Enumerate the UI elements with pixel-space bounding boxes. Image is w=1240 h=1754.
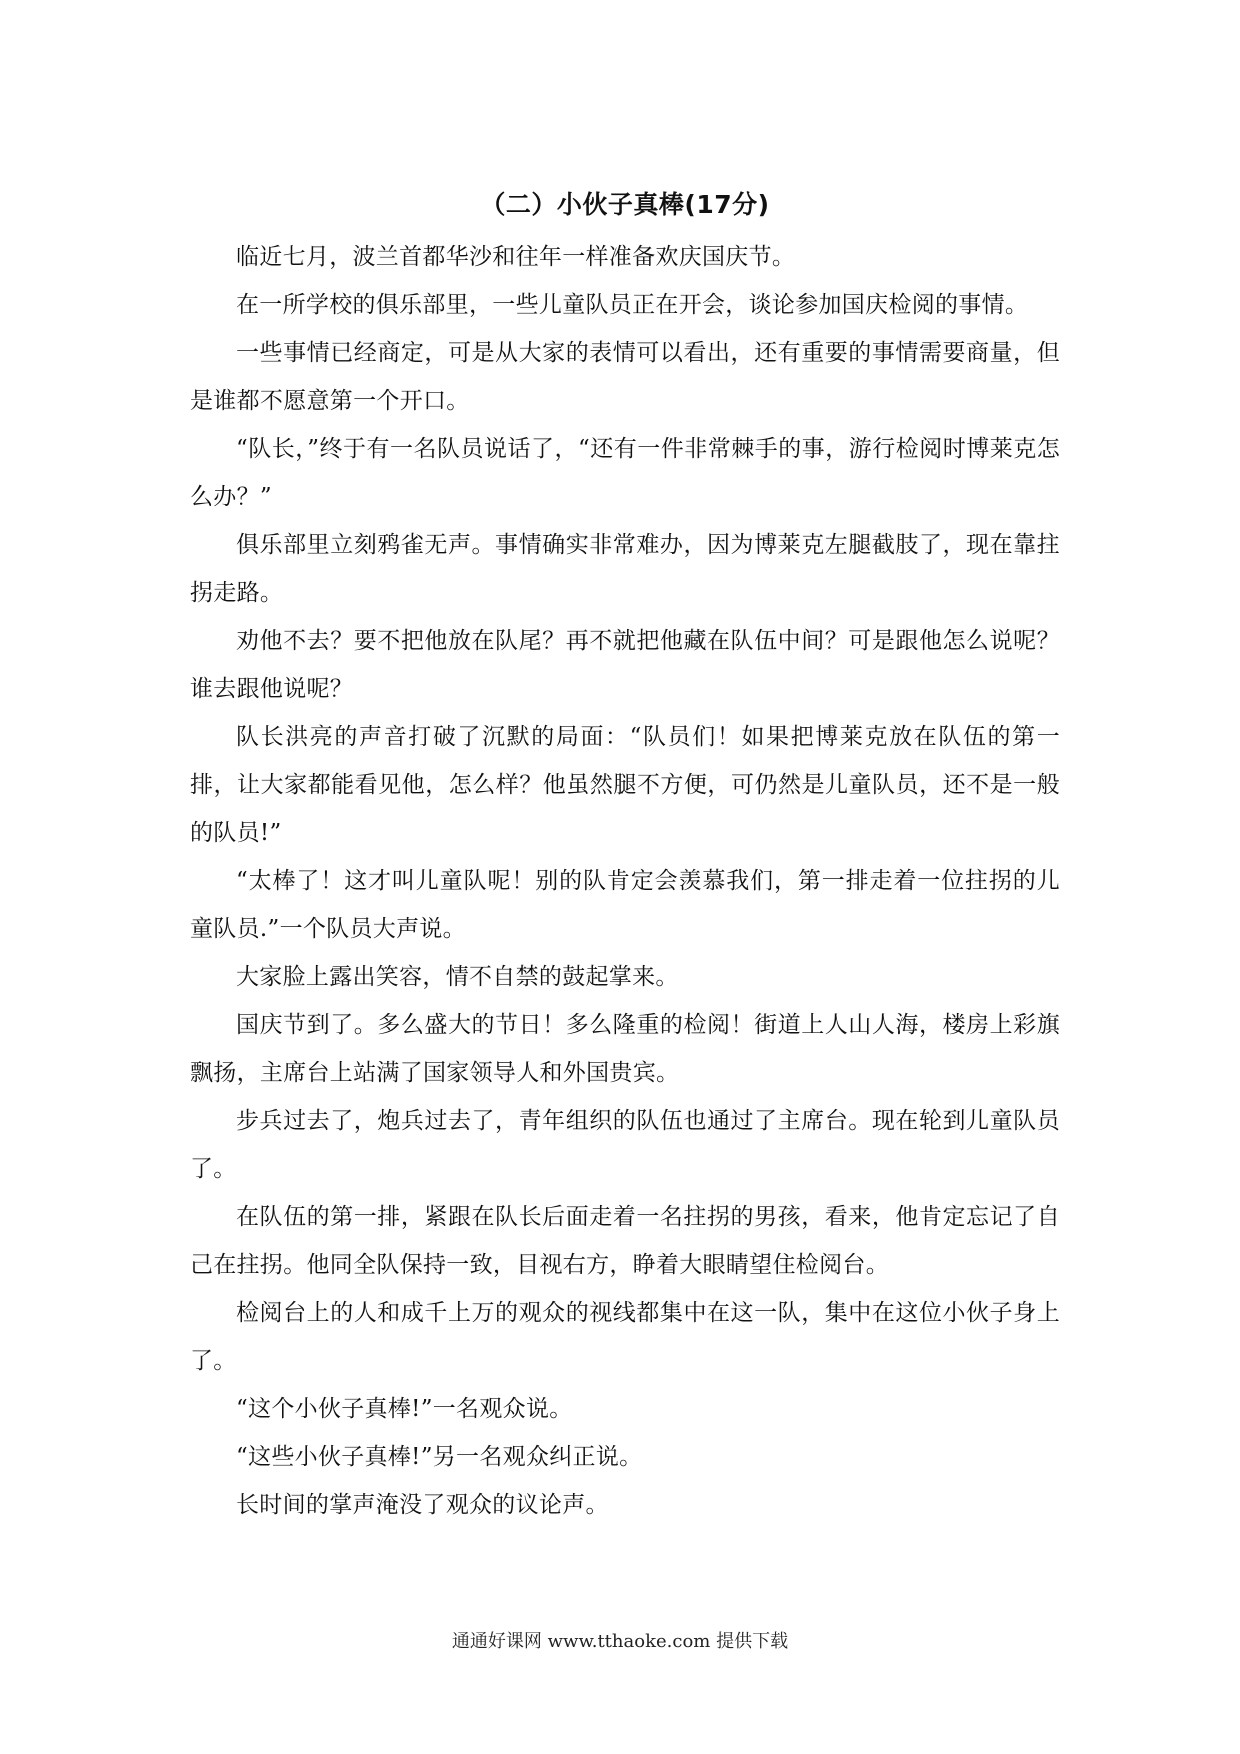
page-footer: 通通好课网 www.tthaoke.com 提供下载 — [451, 1631, 789, 1652]
paragraph: 一些事情已经商定，可是从大家的表情可以看出，还有重要的事情需要商量，但是谁都不愿意第一个开口。 — [190, 340, 1060, 414]
document-page — [190, 185, 1060, 1529]
paragraph: 大家脸上露出笑容，情不自禁的鼓起掌来。 — [236, 964, 679, 990]
paragraph: 俱乐部里立刻鸦雀无声。事情确实非常难办，因为博莱克左腿截肢了，现在靠拄拐走路。 — [190, 532, 1060, 606]
paragraph: 在一所学校的俱乐部里，一些儿童队员正在开会，谈论参加国庆检阅的事情。 — [236, 292, 1029, 318]
paragraph: “这个小伙子真棒!”一名观众说。 — [236, 1396, 573, 1422]
paragraph: 国庆节到了。多么盛大的节日！多么隆重的检阅！街道上人山人海，楼房上彩旗飘扬，主席台上站满了国家领导人和外国贵宾。 — [190, 1012, 1060, 1086]
document-title: （二）小伙子真棒(17分) — [480, 190, 770, 219]
paragraph: 长时间的掌声淹没了观众的议论声。 — [236, 1492, 609, 1518]
paragraph: “队长，”终于有一名队员说话了，“还有一件非常棘手的事，游行检阅时博莱克怎么办？” — [190, 436, 1060, 510]
paragraph: “太棒了！这才叫儿童队呢！别的队肯定会羡慕我们，第一排走着一位拄拐的儿童队员.”一个队员大声说。 — [190, 868, 1060, 942]
paragraph: 在队伍的第一排，紧跟在队长后面走着一名拄拐的男孩，看来，他肯定忘记了自己在拄拐。他同全队保持一致，目视右方，睁着大眼睛望住检阅台。 — [190, 1204, 1060, 1278]
paragraph: 步兵过去了，炮兵过去了，青年组织的队伍也通过了主席台。现在轮到儿童队员了。 — [190, 1108, 1060, 1182]
paragraph: 劝他不去？要不把他放在队尾？再不就把他藏在队伍中间？可是跟他怎么说呢？谁去跟他说呢？ — [190, 628, 1060, 702]
paragraph: “这些小伙子真棒!”另一名观众纠正说。 — [236, 1444, 643, 1470]
paragraph: 临近七月，波兰首都华沙和往年一样准备欢庆国庆节。 — [236, 244, 796, 270]
paragraph: 队长洪亮的声音打破了沉默的局面：“队员们！如果把博莱克放在队伍的第一排，让大家都能看见他，怎么样？他虽然腿不方便，可仍然是儿童队员，还不是一般的队员!” — [190, 724, 1060, 846]
paragraph: 检阅台上的人和成千上万的观众的视线都集中在这一队，集中在这位小伙子身上了。 — [190, 1300, 1060, 1374]
